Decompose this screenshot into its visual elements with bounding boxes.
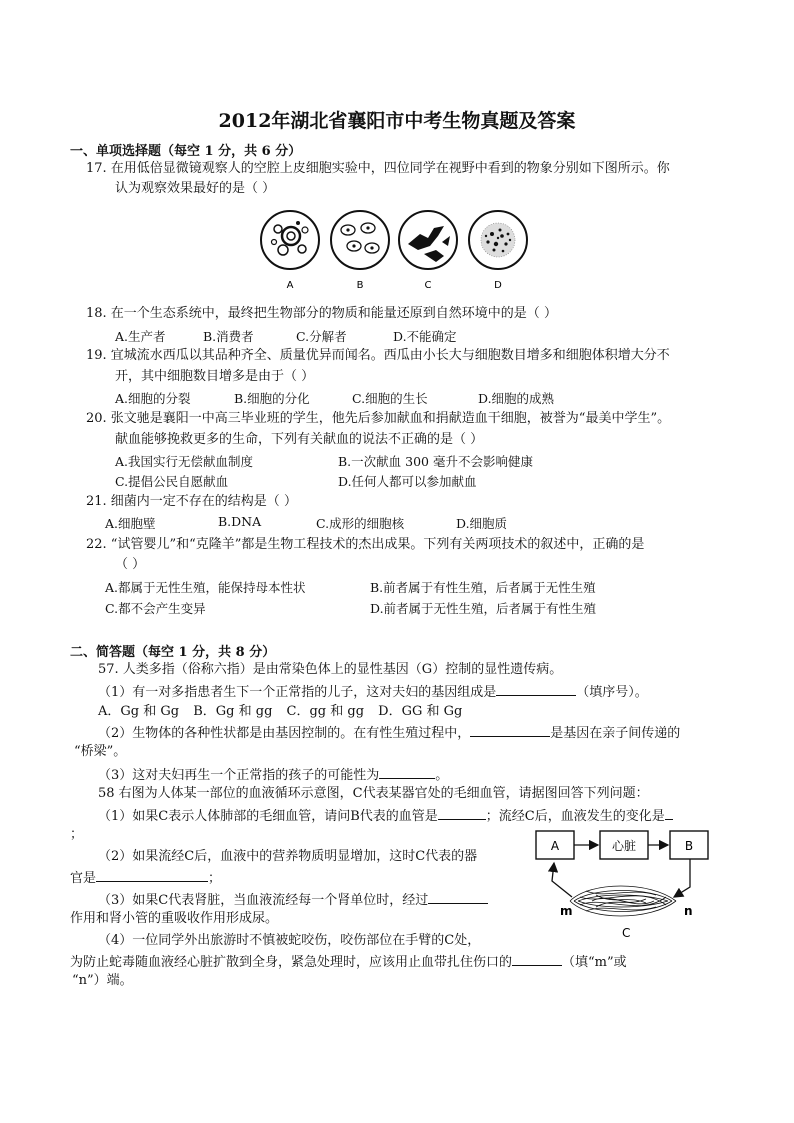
q18-option-d: D.不能确定 bbox=[393, 329, 457, 344]
q57-option-b: B．Gg 和 gg bbox=[193, 704, 273, 719]
q20-line2: 献血能够挽救更多的生命，下列有关献血的说法不正确的是（ ） bbox=[115, 432, 484, 447]
q58-part4-line3: “n”）端。 bbox=[72, 973, 133, 988]
q58-part3-line2: 作用和肾小管的重吸收作用形成尿。 bbox=[70, 911, 279, 926]
q19-option-b: B.细胞的分化 bbox=[234, 391, 310, 406]
q17-line1: 17. 在用低倍显微镜观察人的空腔上皮细胞实验中，四位同学在视野中看到的物象分别如下图所示。你 bbox=[86, 161, 670, 176]
q57-blank-1[interactable] bbox=[496, 682, 576, 696]
q58-part4-suffix: （填“m”或 bbox=[562, 955, 627, 970]
q18-stem: 18. 在一个生态系统中，最终把生物部分的物质和能量还原到自然环境中的是（ ） bbox=[86, 306, 557, 321]
section1-heading: 一、单项选择题（每空 1 分，共 6 分） bbox=[70, 144, 302, 159]
label-n: n bbox=[684, 904, 693, 918]
q21-option-d: D.细胞质 bbox=[456, 516, 508, 531]
q19-option-c: C.细胞的生长 bbox=[352, 391, 428, 406]
q21-option-a: A.细胞壁 bbox=[105, 516, 156, 531]
q57-part1-text: （1）有一对多指患者生下一个正常指的儿子，这对夫妇的基因组成是 bbox=[98, 685, 497, 700]
q18-option-c: C.分解者 bbox=[296, 329, 347, 344]
q57-options bbox=[98, 703, 462, 721]
q20-option-a: A.我国实行无偿献血制度 bbox=[115, 454, 254, 469]
label-m: m bbox=[560, 904, 573, 918]
q17-figure-c bbox=[399, 211, 457, 269]
q22-option-d: D.前者属于无性生殖，后者属于有性生殖 bbox=[370, 601, 597, 616]
q57-part2 bbox=[98, 723, 680, 743]
q57-part3-text: （3）这对夫妇再生一个正常指的孩子的可能性为 bbox=[98, 768, 380, 783]
q58-part4 bbox=[70, 952, 627, 972]
q17-label-d: D bbox=[494, 280, 502, 291]
q57-part2-suffix: 是基因在亲子间传递的 bbox=[550, 726, 681, 741]
q22-line1: 22. “试管婴儿”和“克隆羊”都是生物工程技术的杰出成果。下列有关两项技术的叙述中，正确的是 bbox=[86, 537, 645, 552]
q17-label-a: A bbox=[286, 280, 294, 291]
q17-label-b: B bbox=[356, 280, 364, 291]
q57-part3 bbox=[98, 765, 448, 785]
q19-option-a: A.细胞的分裂 bbox=[115, 391, 191, 406]
q20-line1: 20. 张文驰是襄阳一中高三毕业班的学生，他先后参加献血和捐献造血干细胞，被誉为“最美中学生”。 bbox=[86, 411, 671, 426]
q17-line2: 认为观察效果最好的是（ ） bbox=[115, 181, 276, 196]
q57-part2-text: （2）生物体的各种性状都是由基因控制的。在有性生殖过程中， bbox=[98, 726, 471, 741]
q58-part1-mid: ；流经C后，血液发生的变化是 bbox=[485, 809, 665, 824]
q58-part3-text: （3）如果C代表肾脏，当血液流经每一个肾单位时，经过 bbox=[98, 893, 429, 908]
label-c: C bbox=[622, 926, 631, 940]
q58-part4-line1: （4）一位同学外出旅游时不慎被蛇咬伤，咬伤部位在手臂的C处， bbox=[98, 933, 481, 948]
q57-blank-3[interactable] bbox=[379, 765, 435, 779]
q58-part3 bbox=[98, 890, 488, 910]
q17-label-c: C bbox=[424, 280, 432, 291]
circulation-diagram bbox=[530, 825, 730, 943]
box-heart-label: 心脏 bbox=[611, 839, 637, 853]
arrow-b-to-n bbox=[674, 859, 690, 897]
q58-part2-text: 官是 bbox=[70, 871, 97, 886]
q57-part1 bbox=[98, 682, 648, 702]
q17-figure-b bbox=[331, 211, 389, 269]
q57-option-a: A．Gg 和 Gg bbox=[98, 704, 180, 719]
q19-line1: 19. 宜城流水西瓜以其品种齐全、质量优异而闻名。西瓜由小长大与细胞数目增多和细胞体积增大分不 bbox=[86, 348, 670, 363]
q22-option-a: A.都属于无性生殖，能保持母本性状 bbox=[105, 580, 306, 595]
box-b-label: B bbox=[684, 839, 694, 853]
q22-option-b: B.前者属于有性生殖，后者属于无性生殖 bbox=[370, 580, 596, 595]
q57-stem: 57. 人类多指（俗称六指）是由常染色体上的显性基因（G）控制的显性遗传病。 bbox=[98, 662, 563, 677]
q57-blank-2[interactable] bbox=[470, 723, 550, 737]
q58-blank-3[interactable] bbox=[96, 868, 208, 882]
q58-part4-text: 为防止蛇毒随血液经心脏扩散到全身，紧急处理时，应该用止血带扎住伤口的 bbox=[70, 955, 513, 970]
q57-part1-suffix: （填序号）。 bbox=[576, 685, 648, 700]
q17-figure-d bbox=[469, 211, 527, 269]
section2-heading: 二、简答题（每空 1 分，共 8 分） bbox=[70, 645, 276, 660]
q20-option-b: B.一次献血 300 毫升不会影响健康 bbox=[338, 454, 533, 469]
capillary-network bbox=[570, 886, 676, 916]
q58-part1-text: （1）如果C表示人体肺部的毛细血管，请问B代表的血管是 bbox=[98, 809, 438, 824]
q58-blank-2[interactable] bbox=[665, 806, 673, 820]
q58-part2-suffix: ； bbox=[208, 871, 222, 886]
q58-part1 bbox=[98, 806, 673, 826]
q17-figure-a bbox=[261, 211, 319, 269]
q57-option-c: C．gg 和 gg bbox=[286, 704, 365, 719]
q57-option-d: D．GG 和 Gg bbox=[378, 704, 463, 719]
q20-option-d: D.任何人都可以参加献血 bbox=[338, 474, 477, 489]
q58-blank-1[interactable] bbox=[438, 806, 486, 820]
q17-microscope-figure bbox=[258, 206, 538, 296]
q21-option-b: B.DNA bbox=[218, 514, 262, 529]
page-title: 2012年湖北省襄阳市中考生物真题及答案 bbox=[218, 110, 576, 132]
box-a-label: A bbox=[550, 839, 560, 853]
q21-option-c: C.成形的细胞核 bbox=[316, 516, 405, 531]
q21-stem: 21. 细菌内一定不存在的结构是（ ） bbox=[86, 494, 297, 509]
q20-option-c: C.提倡公民自愿献血 bbox=[115, 474, 229, 489]
q22-option-c: C.都不会产生变异 bbox=[105, 601, 206, 616]
q58-part2 bbox=[70, 868, 221, 888]
q58-blank-4[interactable] bbox=[428, 890, 488, 904]
arrow-m-to-a bbox=[552, 863, 572, 897]
q19-line2: 开，其中细胞数目增多是由于（ ） bbox=[115, 369, 315, 384]
q22-line2: （ ） bbox=[115, 557, 146, 572]
q58-part1-end: ； bbox=[70, 827, 84, 842]
q18-option-b: B.消费者 bbox=[203, 329, 254, 344]
q18-option-a: A.生产者 bbox=[115, 329, 166, 344]
q58-part2-line1: （2）如果流经C后，血液中的营养物质明显增加，这时C代表的器 bbox=[98, 849, 478, 864]
q57-part2-line2: “桥梁”。 bbox=[74, 744, 127, 759]
q57-part3-suffix: 。 bbox=[435, 768, 449, 783]
q58-blank-5[interactable] bbox=[512, 952, 562, 966]
q19-option-d: D.细胞的成熟 bbox=[478, 391, 555, 406]
q58-stem: 58 右图为人体某一部位的血液循环示意图，C代表某器官处的毛细血管，请据图回答下列问题： bbox=[98, 786, 649, 801]
